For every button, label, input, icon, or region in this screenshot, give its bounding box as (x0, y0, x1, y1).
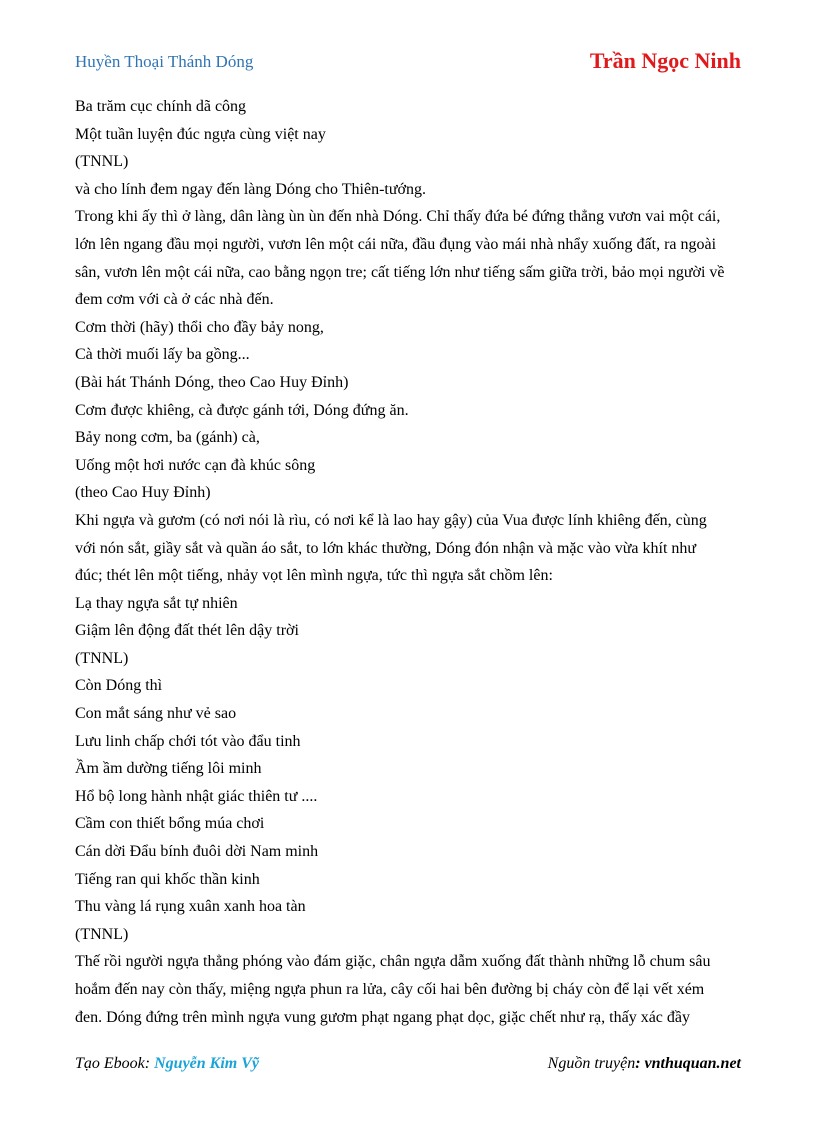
text-line: Bảy nong cơm, ba (gánh) cà, (75, 429, 260, 447)
text-line: lớn lên ngang đầu mọi người, vươn lên một cái nữa, đầu đụng vào mái nhà nhẩy xuống đất, ra ngoài (75, 235, 717, 253)
header-title: Huyền Thoại Thánh Dóng (75, 52, 254, 71)
footer-credit-label: Tạo Ebook (75, 1055, 145, 1072)
text-line: sân, vươn lên một cái nữa, cao bằng ngọn tre; cất tiếng lớn như tiếng sấm giữa trời, bảo mọi người về (75, 263, 725, 281)
text-line: Lưu linh chấp chới tót vào đẩu tinh (75, 732, 301, 750)
text-line: và cho lính đem ngay đến làng Dóng cho Thiên-tướng. (75, 180, 426, 198)
footer-source (548, 1055, 741, 1073)
footer-source-site: vnthuquan.net (644, 1055, 741, 1072)
document-body (75, 93, 745, 1031)
footer-source-separator: : (635, 1055, 645, 1072)
text-line: với nón sắt, giầy sắt và quần áo sắt, to lớn khác thường, Dóng đón nhận và mặc vào vừa khít như (75, 539, 697, 557)
footer-credit-separator: : (144, 1055, 155, 1072)
text-line: Cơm thời (hãy) thổi cho đầy bảy nong, (75, 318, 324, 336)
text-line: hoắm đến nay còn thấy, miệng ngựa phun ra lửa, cây cối hai bên đường bị cháy còn để lại vết xém (75, 981, 705, 998)
text-line: Cầm con thiết bổng múa chơi (75, 815, 265, 833)
text-line: (TNNL) (75, 649, 129, 667)
text-line: Con mắt sáng như vẻ sao (75, 705, 237, 723)
text-line: Cán dời Đẩu bính đuôi dời Nam minh (75, 843, 319, 861)
text-line: đem cơm với cà ở các nhà đến. (75, 291, 274, 309)
text-line: đen. Dóng đứng trên mình ngựa vung gươm phạt ngang phạt dọc, giặc chết như rạ, thấy xác đầy (75, 1008, 690, 1026)
text-line: Giậm lên động đất thét lên dậy trời (75, 622, 299, 640)
text-line: Thế rồi người ngựa thẳng phóng vào đám giặc, chân ngựa dẫm xuống đất thành những lỗ chum sâu (75, 953, 711, 971)
text-line: Uống một hơi nước cạn đà khúc sông (75, 456, 316, 474)
text-line: Lạ thay ngựa sắt tự nhiên (75, 594, 238, 612)
footer-credit (75, 1055, 259, 1073)
footer-source-label: Nguồn truyện (547, 1055, 636, 1072)
footer-credit-name: Nguyễn Kim Vỹ (154, 1055, 259, 1072)
text-line: Thu vàng lá rụng xuân xanh hoa tàn (75, 898, 306, 916)
text-line: đúc; thét lên một tiếng, nhảy vọt lên mình ngựa, tức thì ngựa sắt chồm lên: (75, 567, 553, 585)
text-line: (theo Cao Huy Đỉnh) (75, 484, 211, 502)
text-line: Cơm được khiêng, cà được gánh tới, Dóng đứng ăn. (75, 401, 409, 419)
text-line: (TNNL) (75, 153, 129, 171)
text-line: Cà thời muối lấy ba gồng... (75, 346, 250, 364)
text-line: Còn Dóng thì (75, 677, 163, 695)
text-line: Trong khi ấy thì ở làng, dân làng ùn ùn đến nhà Dóng. Chỉ thấy đứa bé đứng thẳng vươn vai một cái, (75, 208, 721, 226)
text-line: Ba trăm cục chính dã công (75, 98, 247, 115)
text-line: Hổ bộ long hành nhật giác thiên tư .... (75, 787, 318, 805)
text-line: Tiếng ran qui khốc thần kinh (75, 870, 260, 888)
text-line: Ầm ầm dường tiếng lôi minh (75, 760, 262, 778)
text-line: Một tuần luyện đúc ngựa cùng việt nay (75, 125, 326, 143)
text-line: (TNNL) (75, 925, 129, 943)
header-author: Trần Ngọc Ninh (589, 48, 741, 73)
text-line: (Bài hát Thánh Dóng, theo Cao Huy Đỉnh) (75, 373, 349, 391)
text-line: Khi ngựa và gươm (có nơi nói là rìu, có nơi kể là lao hay gậy) của Vua được lính khiêng đến, cùng (75, 511, 707, 529)
